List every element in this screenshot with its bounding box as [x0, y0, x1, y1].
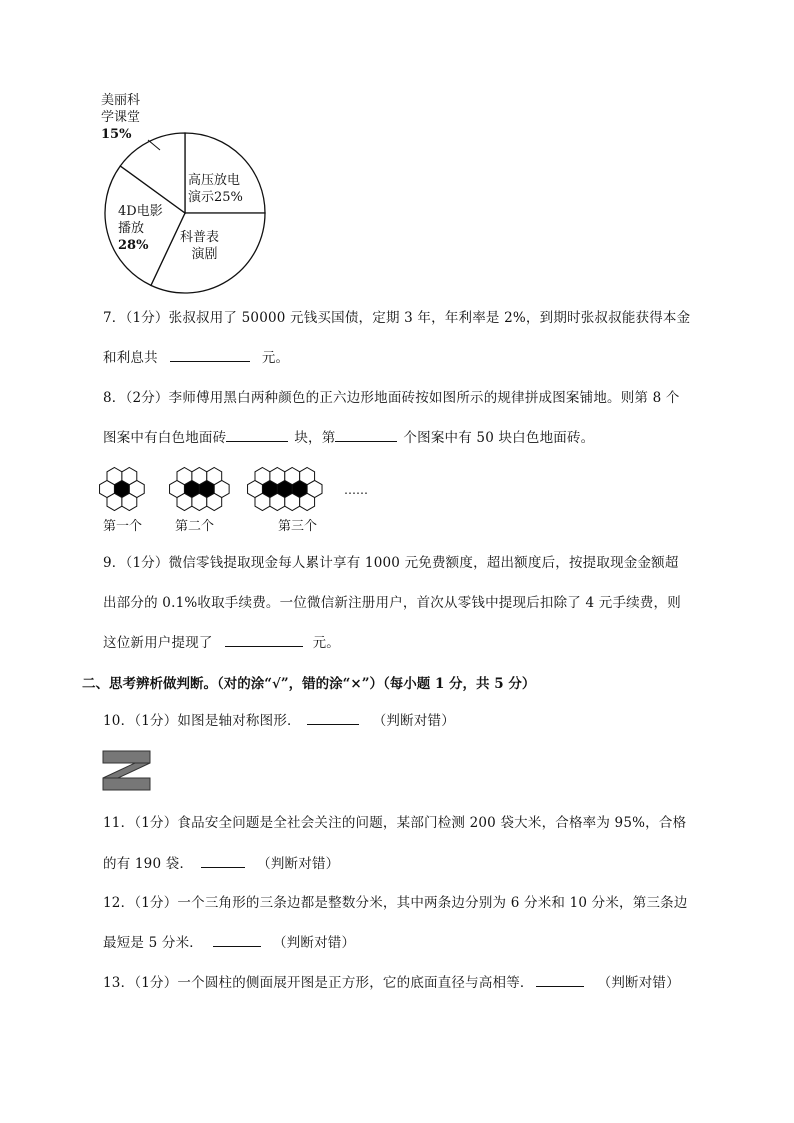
hex-tile-p1-top-0 — [107, 468, 122, 485]
hex-tile-p1-bot-1 — [122, 493, 137, 510]
q12-line1: 12．（1分）一个三角形的三条边都是整数分米，其中两条边分别为 6 分米和 10 分米，第三条边 — [103, 895, 688, 911]
hex-caption-2: 第二个 — [175, 519, 215, 534]
q11-answer-blank[interactable] — [201, 853, 245, 868]
q9-line2: 出部分的 0.1%收取手续费。一位微信新注册用户，首次从零钱中提现后扣除了 4 元手续费，则 — [103, 595, 681, 611]
hex-tile-p2-bot-1 — [192, 493, 207, 510]
q7-unit: 元。 — [261, 350, 290, 366]
q10-judge: （判断对错） — [372, 713, 455, 729]
hex-caption-3: 第三个 — [278, 519, 318, 534]
pie-label-film-line1: 4D电影 — [118, 204, 163, 219]
hex-tile-p2-bot-0 — [177, 493, 192, 510]
q11-line1: 11．（1分）食品安全问题是全社会关注的问题，某部门检测 200 袋大米，合格率为 95%，合格 — [103, 815, 687, 831]
q9-text: 这位新用户提现了 — [103, 635, 213, 651]
hex-tile-p3-top-2 — [285, 468, 300, 485]
pie-label-sci-line2: 演剧 — [191, 247, 218, 262]
hex-caption-1: 第一个 — [103, 519, 143, 534]
q8-text-b: 块，第 — [294, 430, 336, 446]
q12-text: 最短是 5 分米． — [103, 935, 203, 951]
q11-judge: （判断对错） — [257, 856, 340, 872]
hex-tile-p2-top-1 — [192, 468, 207, 485]
q10-text: 10．（1分）如图是轴对称图形． — [103, 713, 301, 729]
hex-tile-p2-top-2 — [207, 468, 222, 485]
pie-label-sci-line1: 科普表 — [180, 230, 220, 245]
q10-answer-blank[interactable] — [307, 710, 359, 725]
q9-line1: 9．（1分）微信零钱提取现金每人累计享有 1000 元免费额度，超出额度后，按提取现金金额超 — [103, 555, 679, 571]
q9-line3 — [103, 632, 340, 653]
hex-tile-p3-bot-2 — [285, 493, 300, 510]
q13-answer-blank[interactable] — [536, 972, 584, 987]
hexagon-pattern-figure — [98, 466, 378, 512]
q7-text: 和利息共 — [103, 350, 158, 366]
q8-answer-blank-2[interactable] — [335, 427, 397, 442]
q8-answer-blank-1[interactable] — [226, 427, 288, 442]
hex-tile-p3-top-3 — [300, 468, 315, 485]
section-2-title: 二、思考辨析做判断。（对的涂“√”，错的涂“×”）（每小题 1 分，共 5 分） — [82, 676, 536, 692]
hex-tile-p2-top-0 — [177, 468, 192, 485]
q9-unit: 元。 — [312, 635, 341, 651]
q8-text-c: 个图案中有 50 块白色地面砖。 — [403, 430, 595, 446]
hex-tile-p3-bot-0 — [255, 493, 270, 510]
q7-answer-blank[interactable] — [170, 347, 250, 362]
q13-judge: （判断对错） — [597, 975, 680, 991]
pie-label-hv — [188, 172, 243, 206]
pie-label-hv-line1: 高压放电 — [188, 173, 241, 188]
q13-line — [103, 972, 680, 993]
q11-text: 的有 190 袋． — [103, 856, 194, 872]
hex-tile-p1-bot-0 — [107, 493, 122, 510]
q8-line1: 8．（2分）李师傅用黑白两种颜色的正六边形地面砖按如图所示的规律拼成图案铺地。则第 8 个 — [103, 390, 680, 406]
q13-text: 13．（1分）一个圆柱的侧面展开图是正方形，它的底面直径与高相等． — [103, 975, 534, 991]
z-shape-figure — [102, 750, 152, 792]
pie-label-class — [101, 92, 140, 143]
pie-label-film — [118, 203, 163, 254]
q10-line — [103, 710, 455, 731]
q8-text-a: 图案中有白色地面砖 — [103, 430, 227, 446]
hex-tile-p1-top-1 — [122, 468, 137, 485]
hex-ellipsis: …… — [344, 483, 368, 497]
q7-line2 — [103, 347, 289, 368]
pie-label-film-line3: 28% — [118, 238, 149, 253]
pie-label-class-line3: 15% — [101, 127, 132, 142]
hex-tile-p3-bot-1 — [270, 493, 285, 510]
pie-label-class-line1: 美丽科 — [101, 93, 141, 108]
q11-line2 — [103, 853, 339, 874]
hex-tile-p3-bot-3 — [300, 493, 315, 510]
q9-answer-blank[interactable] — [225, 632, 303, 647]
pie-label-sci — [180, 229, 219, 263]
q12-answer-blank[interactable] — [213, 932, 261, 947]
pie-label-hv-line2: 演示25% — [188, 190, 243, 205]
q7-line1: 7．（1分）张叔叔用了 50000 元钱买国债，定期 3 年，年利率是 2%，到期时张叔叔能获得本金 — [103, 310, 691, 326]
q12-judge: （判断对错） — [272, 935, 356, 951]
q8-line2 — [103, 427, 594, 448]
hex-tile-p2-bot-2 — [207, 493, 222, 510]
hex-tile-p3-top-1 — [270, 468, 285, 485]
q12-line2 — [103, 932, 355, 953]
pie-label-film-line2: 播放 — [118, 221, 145, 236]
hex-tile-p3-top-0 — [255, 468, 270, 485]
pie-label-class-line2: 学课堂 — [101, 110, 141, 125]
